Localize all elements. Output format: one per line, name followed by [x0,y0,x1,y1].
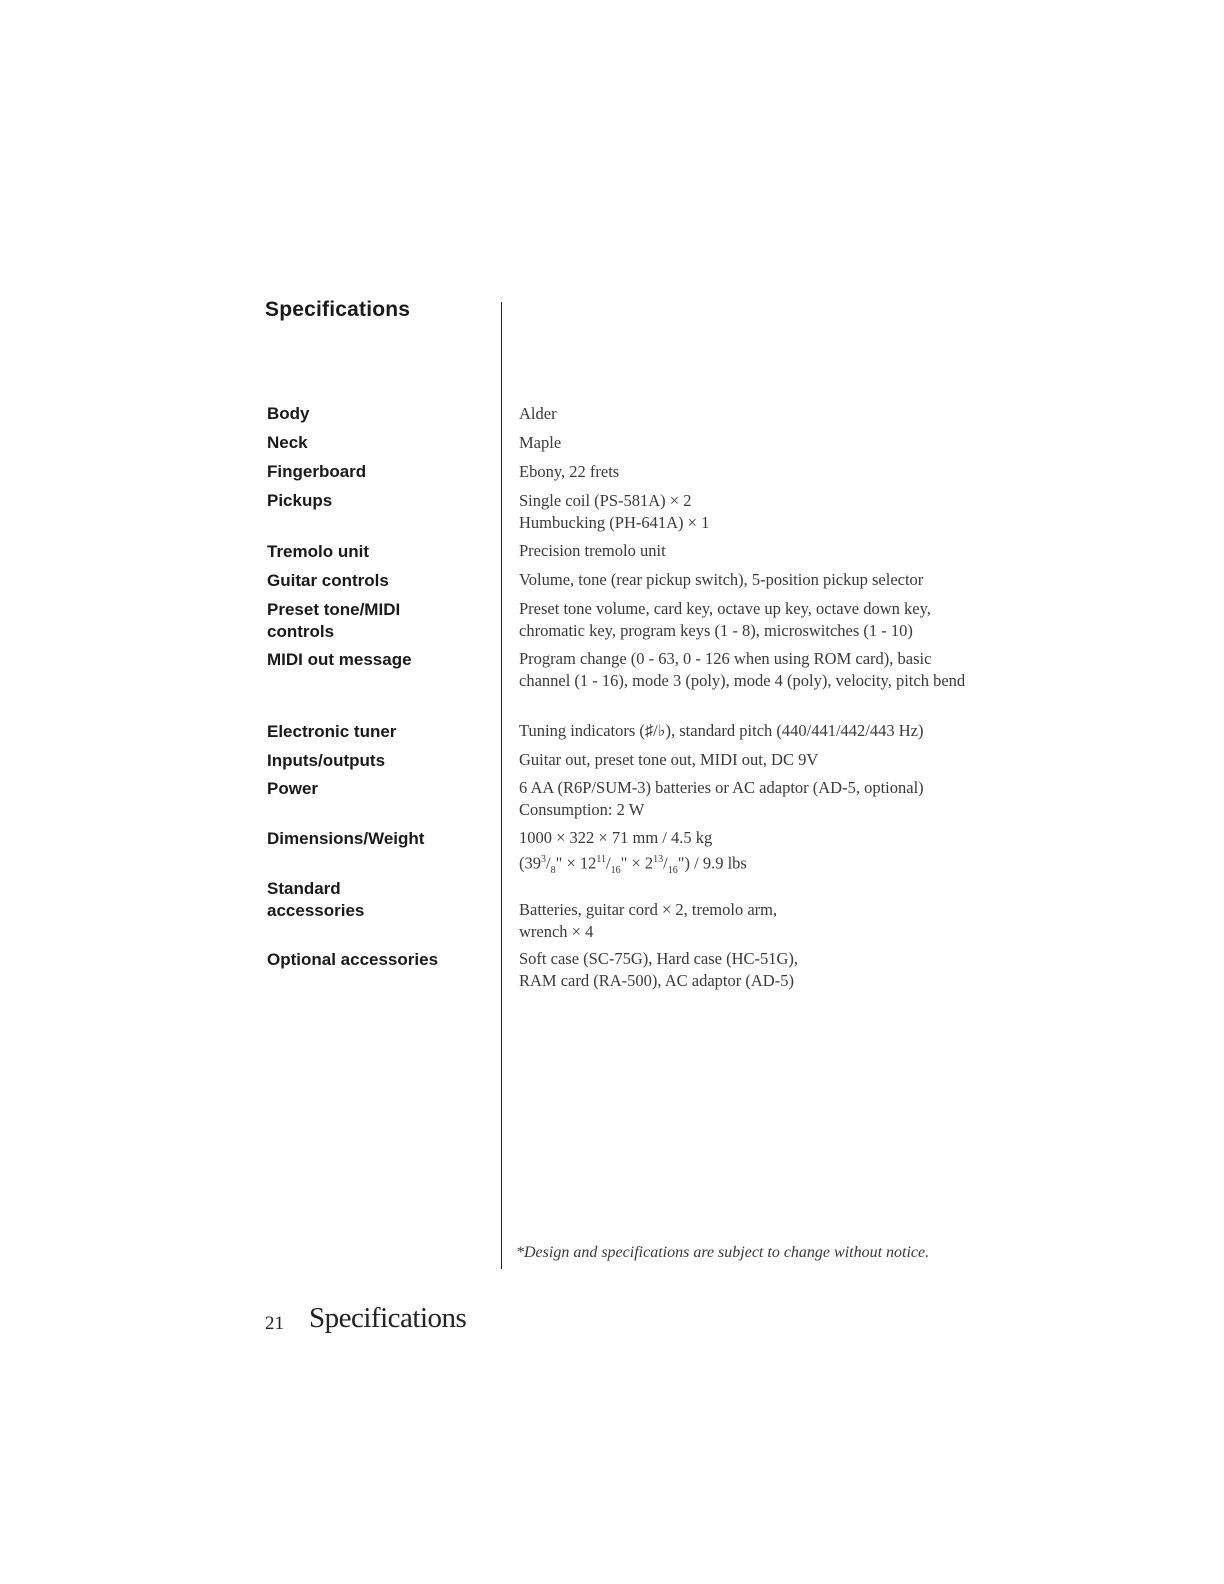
spec-label-pickups: Pickups [267,491,333,510]
imperial-height-numerator: 13 [653,853,664,865]
spec-value-line: Single coil (PS-581A) × 2 [519,491,692,510]
imperial-width-denominator: 8 [550,864,556,876]
spec-value-standard-accessories: Batteries, guitar cord × 2, tremolo arm, wrench × 4 [519,900,778,941]
imperial-weight: 9.9 lbs [702,853,747,872]
spec-value-line: 1000 × 322 × 71 mm / 4.5 kg [519,828,713,847]
spec-value-dimensions-weight [519,827,979,881]
spec-label-dimensions-weight: Dimensions/Weight [267,829,425,848]
spec-label-midi-out-message: MIDI out message [267,650,412,669]
spec-value-pickups [519,490,979,533]
spec-label-line: accessories [267,901,365,920]
disclaimer-note: *Design and specifications are subject to change without notice. [516,1244,930,1261]
imperial-depth-numerator: 11 [596,853,607,865]
spec-value-line: 6 AA (R6P/SUM-3) batteries or AC adaptor (AD-5, optional) [519,778,924,797]
spec-label-optional-accessories: Optional accessories [267,950,439,969]
spec-label-preset-tone-midi-controls [267,599,482,643]
imperial-depth-denominator: 16 [610,864,621,876]
spec-value-neck: Maple [519,433,562,452]
spec-value-optional-accessories: Soft case (SC-75G), Hard case (HC-51G), RAM card (RA-500), AC adaptor (AD-5) [519,949,799,990]
spec-label-body: Body [267,404,310,423]
spec-value-line: Consumption: 2 W [519,799,645,819]
spec-label-tremolo-unit: Tremolo unit [267,542,369,561]
imperial-height-whole: 2 [644,853,654,872]
spec-value-body: Alder [519,404,557,423]
footer-section-title: Specifications [309,1302,467,1334]
spec-label-line: Standard [267,879,341,898]
spec-value-electronic-tuner: Tuning indicators (♯/♭), standard pitch (440/441/442/443 Hz) [519,721,924,740]
spec-label-line: Preset tone/MIDI [267,600,401,619]
spec-label-fingerboard: Fingerboard [267,462,367,481]
imperial-width-whole: 39 [524,853,541,872]
spec-value-inputs-outputs: Guitar out, preset tone out, MIDI out, DC 9V [519,750,819,769]
spec-label-standard-accessories [267,878,482,922]
spec-label-inputs-outputs: Inputs/outputs [267,751,386,770]
page-number: 21 [265,1313,284,1334]
spec-label-power: Power [267,779,319,798]
page-title: Specifications [265,298,411,321]
imperial-depth-whole: 12 [579,853,597,872]
spec-value-fingerboard: Ebony, 22 frets [519,462,620,481]
spec-label-electronic-tuner: Electronic tuner [267,722,397,741]
spec-label-line: controls [267,622,335,641]
spec-value-line: Humbucking (PH-641A) × 1 [519,512,710,532]
spec-value-tremolo-unit: Precision tremolo unit [519,541,666,560]
imperial-height-denominator: 16 [667,864,678,876]
spec-value-preset-tone-midi-controls: Preset tone volume, card key, octave up key, octave down key, chromatic key, program keys (1 - 8), microswitches (1 - 10) [519,599,931,640]
spec-value-power [519,777,979,820]
spec-label-guitar-controls: Guitar controls [267,571,389,590]
spec-value-midi-out-message: Program change (0 - 63, 0 - 126 when using ROM card), basic channel (1 - 16), mode 3 (poly), mode 4 (poly), velocity, pitch bend [519,649,966,690]
spec-value-guitar-controls: Volume, tone (rear pickup switch), 5-position pickup selector [519,570,924,589]
imperial-width-numerator: 3 [541,853,546,865]
spec-value-imperial: ($39^3/_8$" × $12^{11}/_{16}$" × $2^{13}/_{16}") / 9.9$ lbs [519,853,747,876]
column-divider [501,302,502,1269]
spec-label-neck: Neck [267,433,308,452]
